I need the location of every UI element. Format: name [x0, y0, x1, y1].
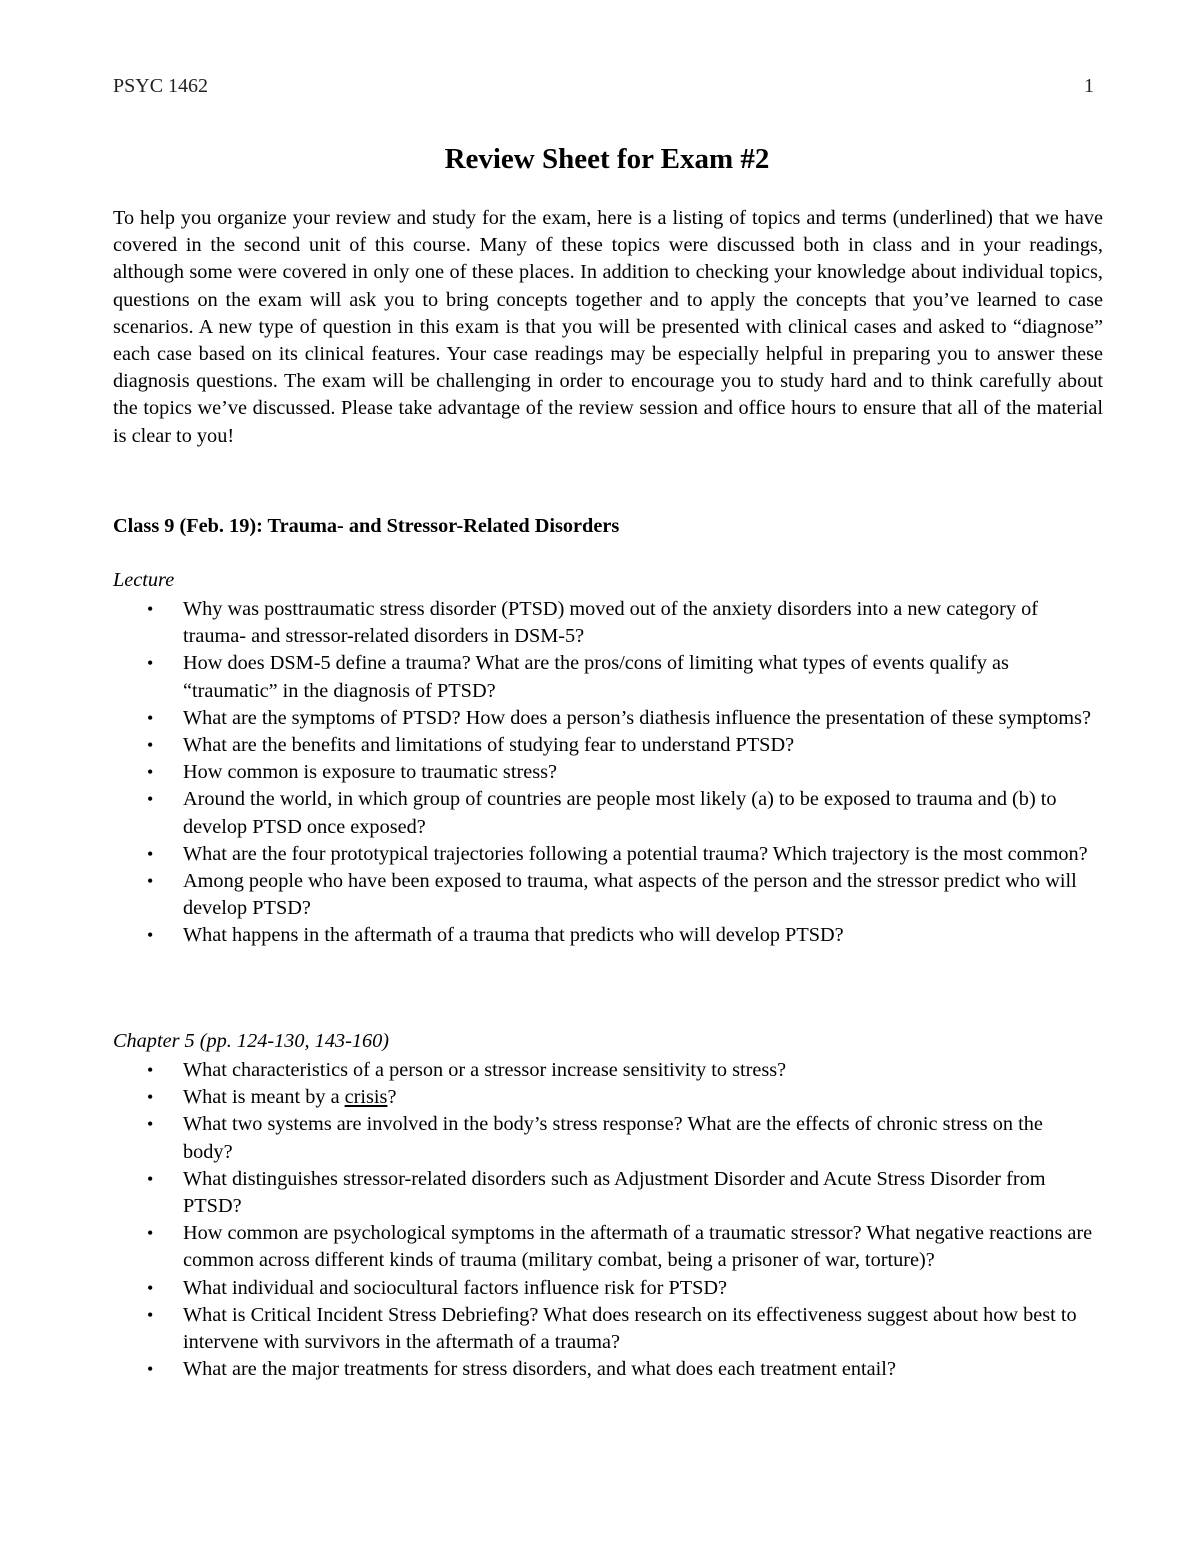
list-item-text-before: What is meant by a — [183, 1086, 345, 1109]
running-head-course: PSYC 1462 — [113, 75, 209, 97]
list-item — [113, 1302, 1093, 1356]
section-heading: Class 9 (Feb. 19): Trauma- and Stressor-Related Disorders — [113, 515, 620, 537]
bullet-icon: • — [147, 871, 154, 892]
lecture-heading: Lecture — [113, 569, 175, 591]
list-item-text: What distinguishes stressor-related disorders such as Adjustment Disorder and Acute Stress Disorder from PTSD? — [183, 1167, 1046, 1218]
list-item-text: What are the major treatments for stress disorders, and what does each treatment entail? — [183, 1358, 896, 1381]
list-item — [113, 1084, 1093, 1111]
page-number: 1 — [1084, 75, 1094, 97]
list-item-text: How common are psychological symptoms in the aftermath of a traumatic stressor? What negative reactions are common across different kinds of trauma (military combat, being a prisoner of war, torture)? — [183, 1222, 1093, 1272]
list-item — [113, 841, 1093, 868]
bullet-icon: • — [147, 599, 154, 619]
list-item — [113, 922, 1093, 949]
list-item-text: Among people who have been exposed to trauma, what aspects of the person and the stressor predict who will develop PTSD? — [183, 870, 1077, 920]
bullet-icon: • — [147, 789, 154, 810]
bullet-icon: • — [147, 762, 154, 783]
bullet-icon: • — [147, 1223, 154, 1244]
intro-paragraph: To help you organize your review and study for the exam, here is a listing of topics and terms (underlined) that we have covered in the second unit of this course. Many of these topics were discussed both in class and in your readings, although some were covered in only one of these places. In addition to checking your knowledge about individual topics, questions on the exam will ask you to bring concepts together and to apply the concepts that you’ve learned to case scenarios. A new type of question in this exam is that you will be presented with clinical cases and asked to “diagnose” each case based on its clinical features. Your case readings may be especially helpful in preparing you to answer these diagnosis questions. The exam will be challenging in order to encourage you to study hard and to think carefully about the topics we’ve discussed. Please take advantage of the review session and office hours to ensure that all of the material is clear to you! — [113, 207, 1103, 447]
list-item-text: What are the benefits and limitations of studying fear to understand PTSD? — [183, 734, 795, 757]
list-item-text: What happens in the aftermath of a trauma that predicts who will develop PTSD? — [183, 924, 844, 947]
list-item-text: Why was posttraumatic stress disorder (PTSD) moved out of the anxiety disorders into a new category of trauma- and stressor-related disorders in DSM-5? — [183, 598, 1038, 648]
list-item-text: How common is exposure to traumatic stress? — [183, 761, 557, 784]
list-item-text: What are the symptoms of PTSD? How does a person’s diathesis influence the presentation of these symptoms? — [183, 706, 1091, 729]
list-item-text-after: ? — [387, 1086, 397, 1109]
list-item — [113, 705, 1093, 732]
list-item — [113, 1356, 1093, 1383]
list-item — [113, 759, 1093, 786]
list-item — [113, 732, 1093, 759]
underlined-term: crisis — [344, 1086, 388, 1109]
bullet-icon: • — [147, 925, 154, 946]
list-item — [113, 650, 1093, 704]
chapter-question-list — [113, 1057, 1093, 1383]
bullet-icon: • — [147, 1060, 154, 1080]
list-item — [113, 1166, 1093, 1220]
list-item-text: What are the four prototypical trajectories following a potential trauma? Which trajectory is the most common? — [183, 842, 1088, 865]
bullet-icon: • — [147, 1114, 154, 1135]
list-item — [113, 786, 1093, 840]
list-item — [113, 1220, 1093, 1274]
chapter-heading: Chapter 5 (pp. 124-130, 143-160) — [113, 1030, 390, 1052]
bullet-icon: • — [147, 735, 154, 756]
list-item-text: What characteristics of a person or a stressor increase sensitivity to stress? — [183, 1059, 787, 1081]
bullet-icon: • — [147, 653, 154, 674]
list-item-text: What is Critical Incident Stress Debriefing? What does research on its effectiveness suggest about how best to intervene with survivors in the aftermath of a trauma? — [183, 1303, 1077, 1354]
list-item — [113, 868, 1093, 922]
lecture-question-list — [113, 596, 1093, 950]
bullet-icon: • — [147, 1168, 154, 1189]
list-item — [113, 1057, 1093, 1084]
list-item — [113, 596, 1093, 650]
bullet-icon: • — [147, 1277, 154, 1298]
list-item-text: What two systems are involved in the body’s stress response? What are the effects of chronic stress on the body? — [183, 1113, 1043, 1163]
list-item — [113, 1275, 1093, 1302]
bullet-icon: • — [147, 1304, 154, 1325]
list-item-text — [183, 1086, 396, 1108]
list-item-text: What individual and sociocultural factors influence risk for PTSD? — [183, 1276, 728, 1299]
bullet-icon: • — [147, 843, 154, 864]
list-item — [113, 1111, 1093, 1165]
bullet-icon: • — [147, 1087, 154, 1108]
list-item-text: How does DSM-5 define a trauma? What are the pros/cons of limiting what types of events qualify as “traumatic” in the diagnosis of PTSD? — [183, 652, 1009, 702]
document-title: Review Sheet for Exam #2 — [444, 143, 770, 175]
bullet-icon: • — [147, 707, 154, 728]
bullet-icon: • — [147, 1359, 154, 1380]
list-item-text: Around the world, in which group of countries are people most likely (a) to be exposed to trauma and (b) to develop PTSD once exposed? — [183, 788, 1057, 838]
